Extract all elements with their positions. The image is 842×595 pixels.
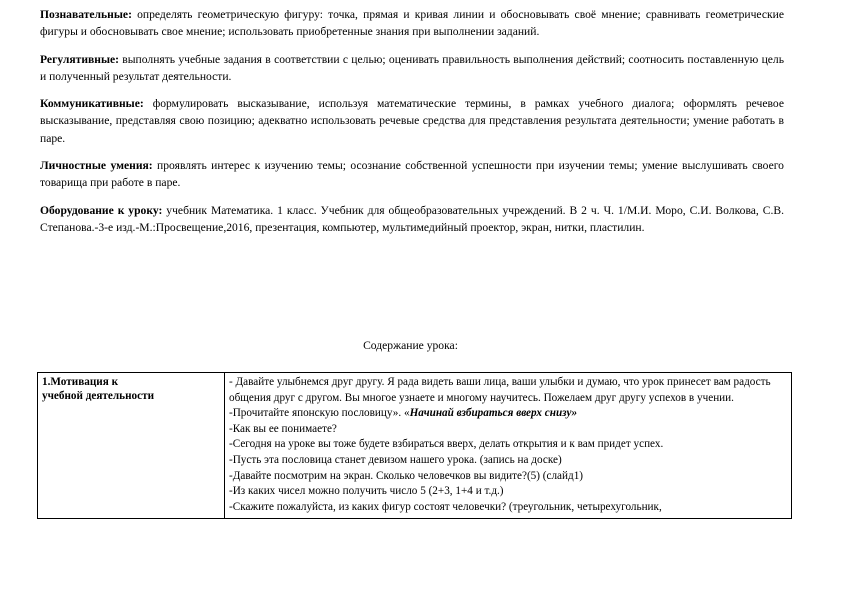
paragraph-text: выполнять учебные задания в соответствии с целью; оценивать правильность выполнения действий; соотносить поставленную цель и полученный результат деятельности. bbox=[40, 52, 784, 83]
paragraph-label: Оборудование к уроку: bbox=[40, 203, 163, 217]
paragraph-equipment bbox=[40, 202, 784, 237]
stage-label-line2: учебной деятельности bbox=[42, 390, 155, 402]
paragraph-cognitive bbox=[40, 6, 784, 41]
content-line: -Давайте посмотрим на экран. Сколько человечков вы видите?(5) (слайд1) bbox=[229, 469, 584, 482]
content-line: - Давайте улыбнемся друг другу. Я рада видеть ваши лица, ваши улыбки и думаю, что урок принесет вам радость общения друг с другом. Вы многое узнаете и многому научитесь. Пожелаем друг другу успехов в учении. bbox=[229, 376, 771, 404]
proverb-suffix: » bbox=[571, 407, 578, 420]
paragraph-label: Познавательные: bbox=[40, 8, 132, 21]
content-line-proverb bbox=[229, 406, 787, 422]
content-line: -Сегодня на уроке вы тоже будете взбираться вверх, делать открытия и к вам придет успех. bbox=[229, 438, 664, 451]
proverb-prefix: -Прочитайте японскую пословицу». « bbox=[229, 407, 410, 420]
paragraph-personal bbox=[40, 157, 784, 192]
stage-label-line1: 1.Мотивация к bbox=[42, 376, 119, 388]
paragraph-communicative bbox=[40, 95, 784, 147]
lesson-title: Содержание урока: bbox=[363, 339, 458, 352]
paragraph-label: Личностные умения: bbox=[40, 159, 153, 173]
paragraph-text: учебник Математика. 1 класс. Учебник для общеобразовательных учреждений. В 2 ч. Ч. 1/М.И. Моро, С.И. Волкова, С.В. Степанова.-3-е изд.-М.:Просвещение,2016, презентация, компьютер, мультимедийный проектор, экран, нитки, пластилин. bbox=[40, 203, 784, 234]
content-line: -Как вы ее понимаете? bbox=[229, 422, 337, 435]
table-row bbox=[38, 373, 792, 519]
paragraph-label: Коммуникативные: bbox=[40, 97, 144, 111]
stage-cell bbox=[38, 373, 225, 519]
content-cell bbox=[225, 373, 792, 519]
proverb-text: Начинай взбираться вверх снизу bbox=[409, 407, 572, 420]
paragraph-text: формулировать высказывание, используя математические термины, в рамках учебного диалога; оформлять речевое высказывание, представляя свою позицию; адекватно использовать речевые средства для представления результата деятельности; умение работать в паре. bbox=[40, 97, 784, 145]
content-line: -Пусть эта пословица станет девизом нашего урока. (запись на доске) bbox=[229, 453, 562, 466]
document-page bbox=[40, 6, 784, 246]
content-line: -Скажите пожалуйста, из каких фигур состоят человечки? (треугольник, четырехугольник, bbox=[229, 500, 662, 513]
paragraph-label: Регулятивные: bbox=[40, 52, 119, 66]
lesson-table bbox=[37, 372, 792, 519]
paragraph-text: проявлять интерес к изучению темы; осознание собственной успешности при изучении темы; умение выслушивать своего товарища при работе в паре. bbox=[40, 159, 784, 190]
paragraph-text: определять геометрическую фигуру: точка, прямая и кривая линии и обосновывать своё мнение; сравнивать геометрические фигуры и обосновывать свое мнение; использовать приобретенные знания при выполнении заданий. bbox=[40, 8, 784, 39]
content-line: -Из каких чисел можно получить число 5 (2+3, 1+4 и т.д.) bbox=[229, 485, 504, 498]
paragraph-regulatory bbox=[40, 51, 784, 86]
